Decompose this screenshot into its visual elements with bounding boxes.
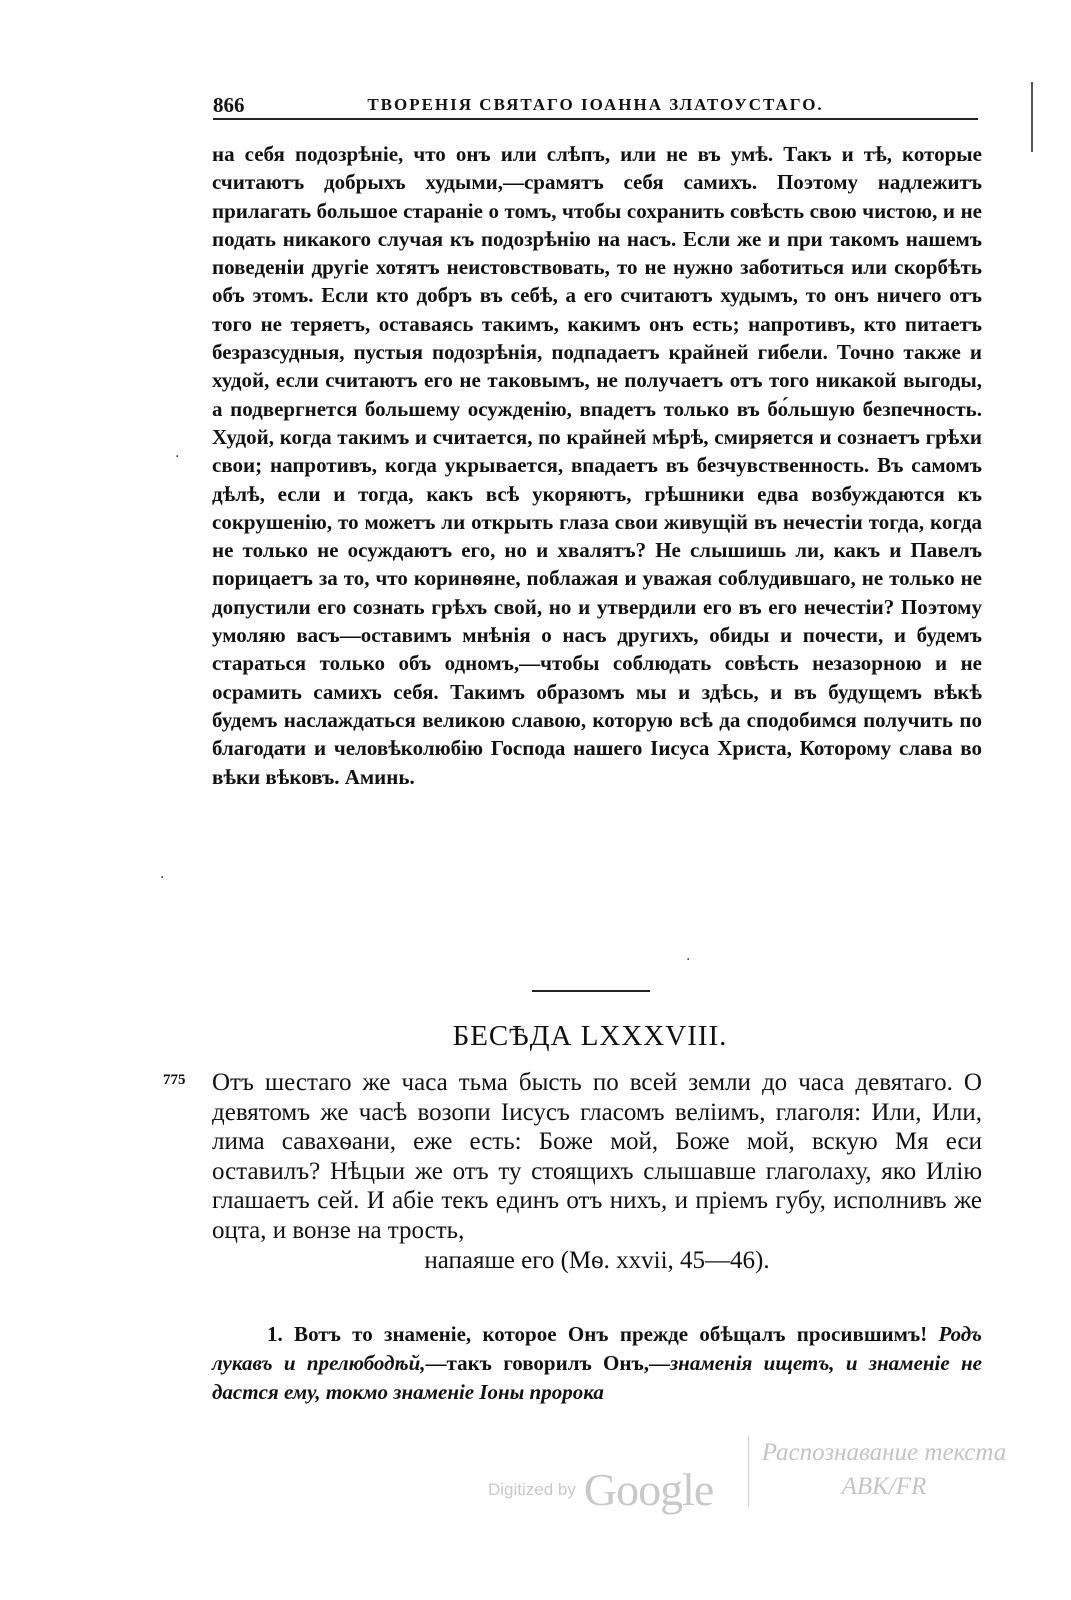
paragraph-quote-2: знаменія ищетъ, и знаменіе не дастся ему, токмо знаменіе Іоны пророка [212,1351,982,1404]
paragraph-lead: 1. Вотъ то знаменіе, которое Онъ прежде обѣщалъ просившимъ! [267,1322,928,1346]
google-logo: Google [583,1464,714,1515]
margin-dot: · [686,952,691,968]
margin-rule [1031,82,1033,152]
margin-number: 775 [163,1072,186,1088]
watermark-separator [748,1436,749,1506]
google-watermark [488,1436,713,1516]
ocr-watermark [754,1436,1014,1504]
paragraph-middle: —такъ говорилъ Онъ,— [425,1351,670,1375]
scripture-text: Отъ шестаго же часа тьма бысть по всей земли до часа девятаго. О девятомъ же часѣ возопи Іисусъ гласомъ веліимъ, глаголя: Или, Или, лима савахѳани, еже есть: Боже мой, Боже мой, вскую Мя еси оставилъ? Нѣцыи же отъ ту стоящихъ слышавше глаголаху, яко Илію глашаетъ сей. И абіе текъ единъ отъ нихъ, и пріемъ губу, исполнивъ же оцта, и вонзе на трость, [212,1069,982,1244]
ocr-watermark-line-1: Распознавание текста [761,1439,1007,1466]
digitized-label: Digitized by [488,1480,576,1499]
section-title: БЕСѢДА LXXXVIII. [452,1020,728,1052]
commentary-paragraph [212,1320,982,1407]
margin-dot: · [175,449,180,465]
paragraph-quote-1: Родъ лукавъ и прелюбодѣй, [212,1322,982,1375]
running-title: ТВОРЕНІЯ СВЯТАГО ІОАННА ЗЛАТОУСТАГО. [367,95,824,114]
body-text: на себя подозрѣніе, что онъ или слѣпъ, или не въ умѣ. Такъ и тѣ, которые считаютъ добрыхъ худыми,—срамятъ себя самихъ. Поэтому надлежитъ прилагать большое стараніе о томъ, чтобы сохранить совѣсть свою чистою, и не подать никакого случая къ подозрѣнію на насъ. Если же и при такомъ нашемъ поведеніи другіе хотятъ неистовствовать, то не нужно заботиться или скорбѣть объ этомъ. Если кто добръ въ себѣ, а его считаютъ худымъ, то онъ ничего отъ того не теряетъ, оставаясь такимъ, какимъ онъ есть; напротивъ, кто питаетъ безразсудныя, пустыя подозрѣнія, подпадаетъ крайней гибели. Точно также и худой, если считаютъ его не таковымъ, не получаетъ отъ того никакой выгоды, а подвергнется большему осужденію, впадетъ только въ бо́льшую безпечность. Худой, когда такимъ и считается, по крайней мѣрѣ, смиряется и сознаетъ грѣхи свои; напротивъ, когда укрывается, впадаетъ въ безчувственность. Въ самомъ дѣлѣ, если и тогда, какъ всѣ укоряютъ, грѣшники едва возбуждаются къ сокрушенію, то можетъ ли открыть глаза свои живущій въ нечестіи тогда, когда не только не осуждаютъ его, но и хвалятъ? Не слышишь ли, какъ и Павелъ порицаетъ за то, что коринѳяне, поблажая и уважая соблудившаго, не только не допустили его сознать грѣхъ свой, но и утвердили его въ его нечестіи? Поэтому умоляю васъ—оставимъ мнѣнія о насъ другихъ, обиды и почести, и будемъ стараться только объ одномъ,—чтобы соблюдать совѣсть незазорною и не осрамить самихъ себя. Такимъ образомъ мы и здѣсь, и въ будущемъ вѣкѣ будемъ наслаждаться великою славою, которую всѣ да сподобимся получить по благодати и человѣколюбію Господа нашего Іисуса Христа, Которому слава во вѣки вѣковъ. Аминь. [212,142,982,789]
section-divider [532,990,650,992]
scripture-passage [212,1068,982,1275]
ocr-watermark-line-2: ABK/FR [841,1473,927,1500]
margin-dot: · [160,870,165,886]
page-number: 866 [213,92,245,117]
scripture-last-line: напаяше его (Мѳ. xxvii, 45—46). [424,1246,770,1274]
page-header [213,92,978,120]
